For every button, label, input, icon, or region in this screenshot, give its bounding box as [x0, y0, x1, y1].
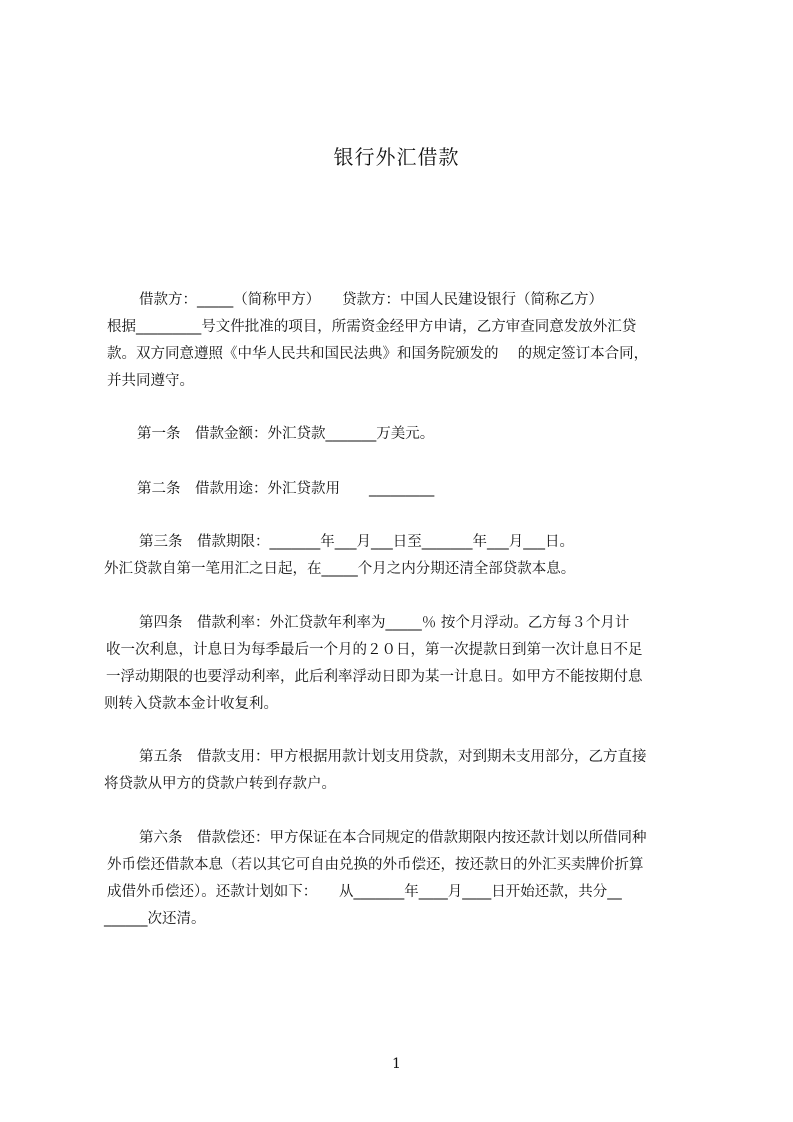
- preamble-line-1: 根据_________号文件批准的项目，所需资金经甲方申请，乙方审查同意发放外汇贷: [107, 319, 637, 335]
- parties-line: 借款方：_____（简称甲方） 贷款方：中国人民建设银行（简称乙方）: [139, 292, 603, 308]
- preamble-line-2: 款。双方同意遵照《中华人民共和国民法典》和国务院颁发的 的规定签订本合同，: [107, 346, 649, 362]
- article-2-purpose: 第二条 借款用途：外汇贷款用 _________: [137, 481, 435, 497]
- article-6-repayment-line-2: 外币偿还借款本息（若以其它可自由兑换的外币偿还，按还款日的外汇买卖牌价折算: [107, 857, 644, 873]
- article-5-disbursement-line-1: 第五条 借款支用：甲方根据用款计划支用贷款，对到期未支用部分，乙方直接: [139, 749, 647, 765]
- document-title: 银行外汇借款: [333, 145, 460, 169]
- article-3-term-line-1: 第三条 借款期限：_______年___月___日至_______年___月___日。: [139, 534, 574, 550]
- article-4-interest-line-1: 第四条 借款利率：外汇贷款年利率为_____％ 按个月浮动。乙方每３个月计: [139, 615, 630, 631]
- page-number: 1: [392, 1056, 401, 1072]
- article-1-amount: 第一条 借款金额：外汇贷款_______万美元。: [137, 426, 435, 442]
- preamble-line-3: 并共同遵守。: [107, 373, 194, 389]
- article-6-repayment-line-1: 第六条 借款偿还：甲方保证在本合同规定的借款期限内按还款计划以所借同种: [139, 830, 647, 846]
- article-4-interest-line-3: 一浮动期限的也要浮动利率，此后利率浮动日即为某一计息日。如甲方不能按期付息: [106, 669, 643, 685]
- article-5-disbursement-line-2: 将贷款从甲方的贷款户转到存款户。: [104, 776, 336, 792]
- article-3-term-line-2: 外汇贷款自第一笔用汇之日起，在_____个月之内分期还清全部贷款本息。: [104, 561, 576, 577]
- article-4-interest-line-2: 收一次利息，计息日为每季最后一个月的２０日，第一次提款日到第一次计息日不足: [106, 642, 643, 658]
- article-4-interest-line-4: 则转入贷款本金计收复利。: [104, 696, 278, 712]
- article-6-repayment-line-3: 成借外币偿还）。还款计划如下： 从_______年____月____日开始还款，共分__: [107, 884, 622, 900]
- article-6-repayment-line-4: ______次还清。: [104, 911, 206, 927]
